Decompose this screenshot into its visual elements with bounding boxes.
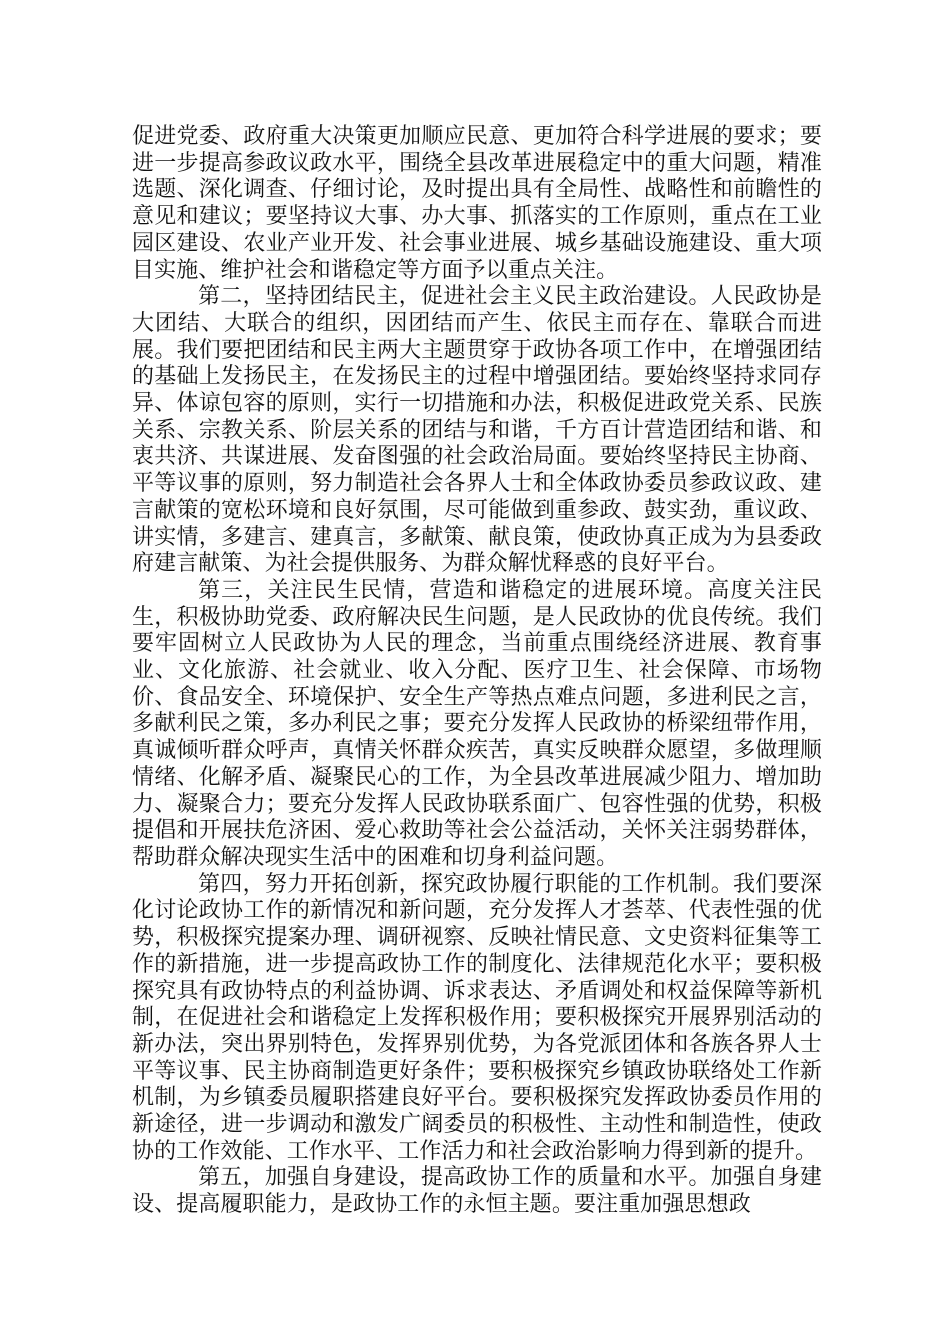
paragraph-fifth-point: 第五，加强自身建设，提高政协工作的质量和水平。加强自身建设、提高履职能力，是政协工作的永恒主题。要注重加强思想政 — [132, 1165, 822, 1218]
document-page — [132, 124, 822, 1219]
paragraph-fourth-point: 第四，努力开拓创新，探究政协履行职能的工作机制。我们要深化讨论政协工作的新情况和新问题，充分发挥人才荟萃、代表性强的优势，积极探究提案办理、调研视察、反映社情民意、文史资料征集等工作的新措施，进一步提高政协工作的制度化、法律规范化水平；要积极探究具有政协特点的利益协调、诉求表达、矛盾调处和权益保障等新机制，在促进社会和谐稳定上发挥积极作用；要积极探究开展界别活动的新办法，突出界别特色，发挥界别优势，为各党派团体和各族各界人士平等议事、民主协商制造更好条件；要积极探究乡镇政协联络处工作新机制，为乡镇委员履职搭建良好平台。要积极探究发挥政协委员作用的新途径，进一步调动和激发广阔委员的积极性、主动性和制造性，使政协的工作效能、工作水平、工作活力和社会政治影响力得到新的提升。 — [132, 871, 822, 1164]
paragraph-second-point: 第二，坚持团结民主，促进社会主义民主政治建设。人民政协是大团结、大联合的组织，因团结而产生、依民主而存在、靠联合而进展。我们要把团结和民主两大主题贯穿于政协各项工作中，在增强团结的基础上发扬民主，在发扬民主的过程中增强团结。要始终坚持求同存异、体谅包容的原则，实行一切措施和办法，积极促进政党关系、民族关系、宗教关系、阶层关系的团结与和谐，千方百计营造团结和谐、和衷共济、共谋进展、发奋图强的社会政治局面。要始终坚持民主协商、平等议事的原则，努力制造社会各界人士和全体政协委员参政议政、建言献策的宽松环境和良好氛围，尽可能做到重参政、鼓实劲，重议政、讲实情，多建言、建真言，多献策、献良策，使政协真正成为为县委政府建言献策、为社会提供服务、为群众解忧释惑的良好平台。 — [132, 284, 822, 577]
paragraph-third-point: 第三，关注民生民情，营造和谐稳定的进展环境。高度关注民生，积极协助党委、政府解决民生问题，是人民政协的优良传统。我们要牢固树立人民政协为人民的理念，当前重点围绕经济进展、教育事业、文化旅游、社会就业、收入分配、医疗卫生、社会保障、市场物价、食品安全、环境保护、安全生产等热点难点问题，多进利民之言，多献利民之策，多办利民之事；要充分发挥人民政协的桥梁纽带作用，真诚倾听群众呼声，真情关怀群众疾苦，真实反映群众愿望，多做理顺情绪、化解矛盾、凝聚民心的工作，为全县改革进展减少阻力、增加助力、凝聚合力；要充分发挥人民政协联系面广、包容性强的优势，积极提倡和开展扶危济困、爱心救助等社会公益活动，关怀关注弱势群体，帮助群众解决现实生活中的困难和切身利益问题。 — [132, 577, 822, 870]
paragraph-continuation: 促进党委、政府重大决策更加顺应民意、更加符合科学进展的要求；要进一步提高参政议政水平，围绕全县改革进展稳定中的重大问题，精准选题、深化调查、仔细讨论，及时提出具有全局性、战略性和前瞻性的意见和建议；要坚持议大事、办大事、抓落实的工作原则，重点在工业园区建设、农业产业开发、社会事业进展、城乡基础设施建设、重大项目实施、维护社会和谐稳定等方面予以重点关注。 — [132, 124, 822, 283]
